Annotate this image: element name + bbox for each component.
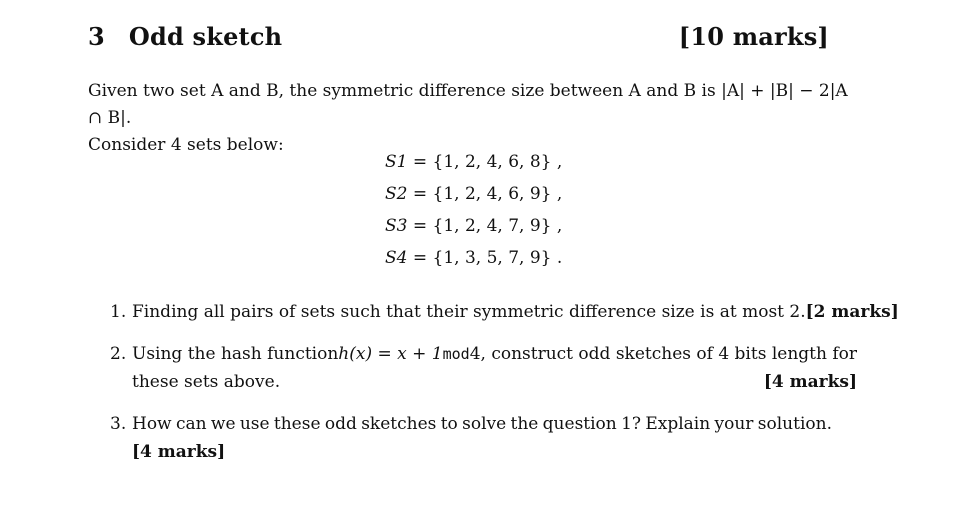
set-definition — [385, 242, 562, 274]
question-text-pre: Using the hash function — [132, 344, 339, 364]
question-text: Finding all pairs of sets such that their symmetric difference size is at most 2. — [132, 302, 806, 322]
question-word: How — [132, 414, 172, 434]
set-definition — [385, 146, 562, 178]
question-marks: [4 marks] — [763, 372, 857, 392]
question-word: use — [239, 414, 270, 434]
question-line — [132, 340, 857, 368]
question-word: can — [175, 414, 207, 434]
question-word: we — [210, 414, 236, 434]
question-word: question — [542, 414, 617, 434]
question-item — [110, 340, 857, 396]
question-word: solve — [462, 414, 507, 434]
question-body — [132, 410, 832, 466]
question-word: solution. — [757, 414, 832, 434]
set-expression: = {1, 2, 4, 6, 8} , — [412, 152, 563, 172]
intro-line-1: Given two set A and B, the symmetric difference size between A and B is |A| + |B| − 2|A ∩ B|. — [88, 81, 848, 128]
question-line — [132, 438, 832, 466]
section-header — [88, 20, 829, 52]
question-word: sketches — [361, 414, 437, 434]
set-name: S3 — [385, 216, 408, 236]
hash-function: h(x) = x + 1 — [338, 344, 443, 364]
question-text-post: 4, construct odd sketches of 4 bits length for — [469, 344, 857, 364]
question-list — [110, 298, 899, 480]
set-definition — [385, 210, 562, 242]
section-marks: [10 marks] — [678, 21, 829, 51]
question-word: to — [440, 414, 458, 434]
question-number: 3. — [110, 414, 127, 434]
question-body — [132, 340, 857, 396]
question-word: Explain — [645, 414, 711, 434]
question-marks: [4 marks] — [132, 442, 226, 462]
question-word: the — [510, 414, 539, 434]
question-word: odd — [324, 414, 357, 434]
question-line — [132, 298, 899, 326]
section-heading — [88, 22, 282, 51]
question-item — [110, 410, 832, 466]
question-word: 1? — [621, 414, 642, 434]
question-item — [110, 298, 899, 326]
set-name: S2 — [385, 184, 408, 204]
set-name: S4 — [385, 248, 408, 268]
question-body — [132, 298, 899, 326]
question-word: these — [273, 414, 321, 434]
intro-line-2: Consider 4 sets below: — [88, 135, 284, 155]
question-number: 2. — [110, 344, 127, 364]
set-expression: = {1, 2, 4, 6, 9} , — [412, 184, 563, 204]
set-expression: = {1, 2, 4, 7, 9} , — [412, 216, 563, 236]
set-name: S1 — [385, 152, 408, 172]
section-title: Odd sketch — [128, 21, 283, 51]
section-number: 3 — [88, 21, 105, 51]
question-line — [132, 368, 857, 396]
question-marks: [2 marks] — [805, 302, 899, 322]
set-expression: = {1, 3, 5, 7, 9} . — [412, 248, 563, 268]
question-text: these sets above. — [132, 372, 281, 392]
question-word: your — [714, 414, 754, 434]
question-number: 1. — [110, 302, 127, 322]
question-line — [132, 410, 832, 438]
mod-keyword: mod — [442, 345, 470, 363]
set-definitions — [385, 146, 562, 274]
set-definition — [385, 178, 562, 210]
